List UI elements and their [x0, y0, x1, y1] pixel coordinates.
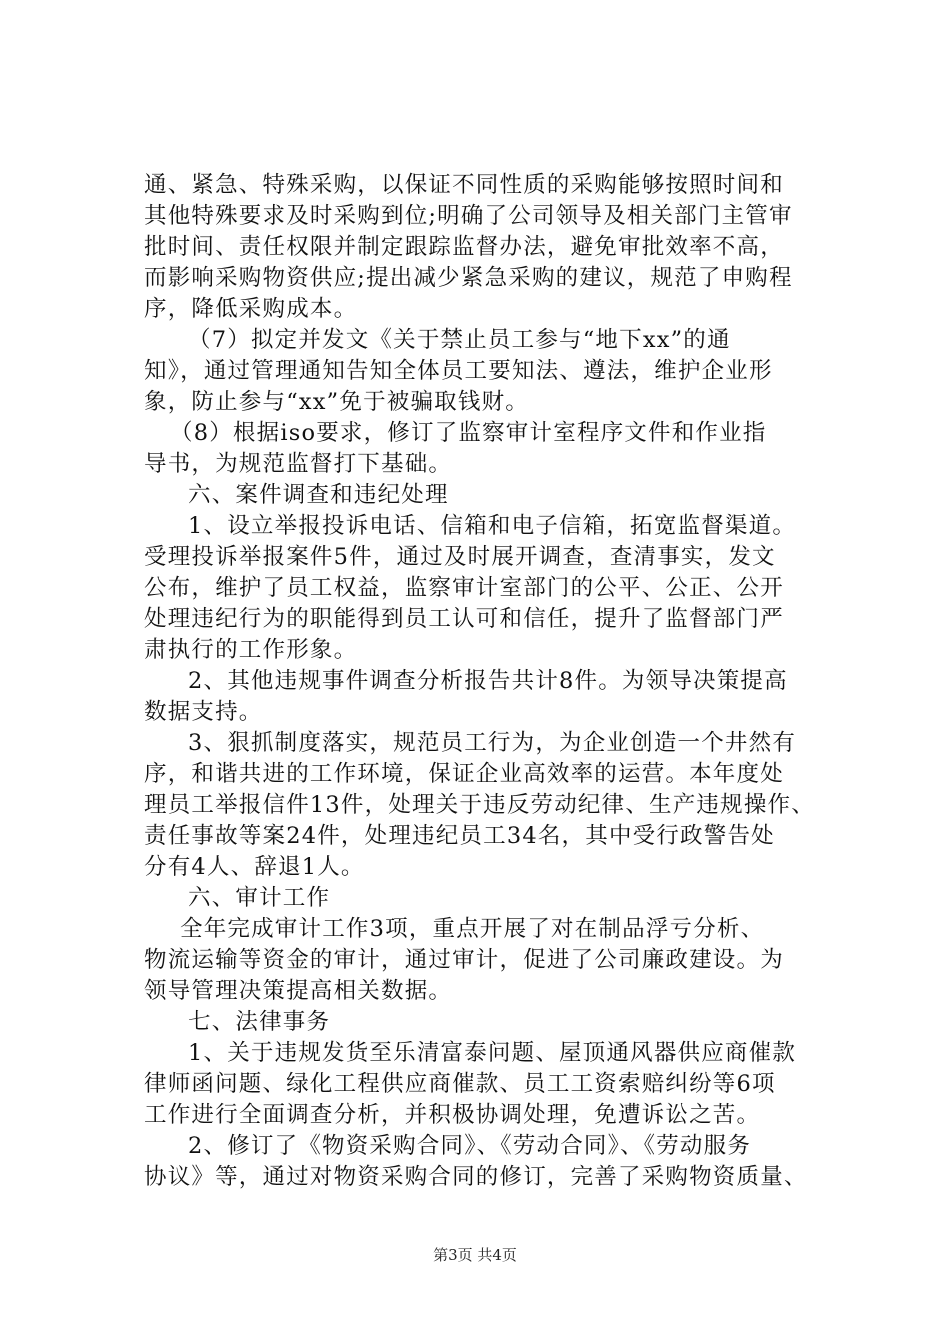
section-heading: 七、法律事务 — [188, 1009, 331, 1035]
text-line: 1、设立举报投诉电话、信箱和电子信箱，拓宽监督渠道。 — [188, 513, 797, 539]
text-line: 通、紧急、特殊采购，以保证不同性质的采购能够按照时间和 — [144, 172, 784, 198]
text-line: 其他特殊要求及时采购到位;明确了公司领导及相关部门主管审 — [144, 203, 793, 229]
text-line: 物流运输等资金的审计，通过审计，促进了公司廉政建设。为 — [144, 947, 784, 973]
text-line: 知》，通过管理通知告知全体员工要知法、遵法，维护企业形 — [144, 358, 773, 384]
text-line: 领导管理决策提高相关数据。 — [144, 978, 453, 1004]
text-line: 分有4人、辞退1人。 — [144, 854, 365, 880]
page-number-footer: 第3页 共4页 — [433, 1246, 517, 1264]
text-line: 协议》等，通过对物资采购合同的修订，完善了采购物资质量、 — [144, 1164, 808, 1190]
text-line: 受理投诉举报案件5件，通过及时展开调查，查清事实，发文 — [144, 544, 776, 570]
text-line: 公布，维护了员工权益，监察审计室部门的公平、公正、公开 — [144, 575, 784, 601]
paragraph-7-line: （7）拟定并发文《关于禁止员工参与“地下xx”的通 — [188, 327, 731, 353]
section-heading: 六、审计工作 — [188, 885, 331, 911]
text-line: 1、关于违规发货至乐清富泰问题、屋顶通风器供应商催款 — [188, 1040, 797, 1066]
text-line: 批时间、责任权限并制定跟踪监督办法，避免审批效率不高， — [144, 234, 784, 260]
text-line: 象，防止参与“xx”免于被骗取钱财。 — [144, 389, 529, 415]
text-line: 处理违纪行为的职能得到员工认可和信任，提升了监督部门严 — [144, 606, 784, 632]
text-line: 责任事故等案24件，处理违纪员工34名，其中受行政警告处 — [144, 823, 775, 849]
text-line: 2、修订了《物资采购合同》、《劳动合同》、《劳动服务 — [188, 1133, 752, 1159]
text-line: 2、其他违规事件调查分析报告共计8件。为领导决策提高 — [188, 668, 788, 694]
paragraph-8-line: （8）根据iso要求，修订了监察审计室程序文件和作业指 — [170, 420, 767, 446]
text-line: 肃执行的工作形象。 — [144, 637, 358, 663]
text-line: 全年完成审计工作3项，重点开展了对在制品浮亏分析、 — [180, 916, 765, 942]
text-line: 理员工举报信件13件，处理关于违反劳动纪律、生产违规操作、 — [144, 792, 815, 818]
document-body — [144, 170, 844, 1193]
text-line: 律师函问题、绿化工程供应商催款、员工工资索赔纠纷等6项 — [144, 1071, 776, 1097]
text-line: 数据支持。 — [144, 699, 263, 725]
text-line: 序，降低采购成本。 — [144, 296, 358, 322]
text-line: 导书，为规范监督打下基础。 — [144, 451, 453, 477]
section-heading: 六、案件调查和违纪处理 — [188, 482, 449, 508]
text-line: 3、狠抓制度落实，规范员工行为，为企业创造一个井然有 — [188, 730, 797, 756]
text-line: 而影响采购物资供应;提出减少紧急采购的建议，规范了申购程 — [144, 265, 793, 291]
text-line: 工作进行全面调查分析，并积极协调处理，免遭诉讼之苦。 — [144, 1102, 761, 1128]
text-line: 序，和谐共进的工作环境，保证企业高效率的运营。本年度处 — [144, 761, 784, 787]
